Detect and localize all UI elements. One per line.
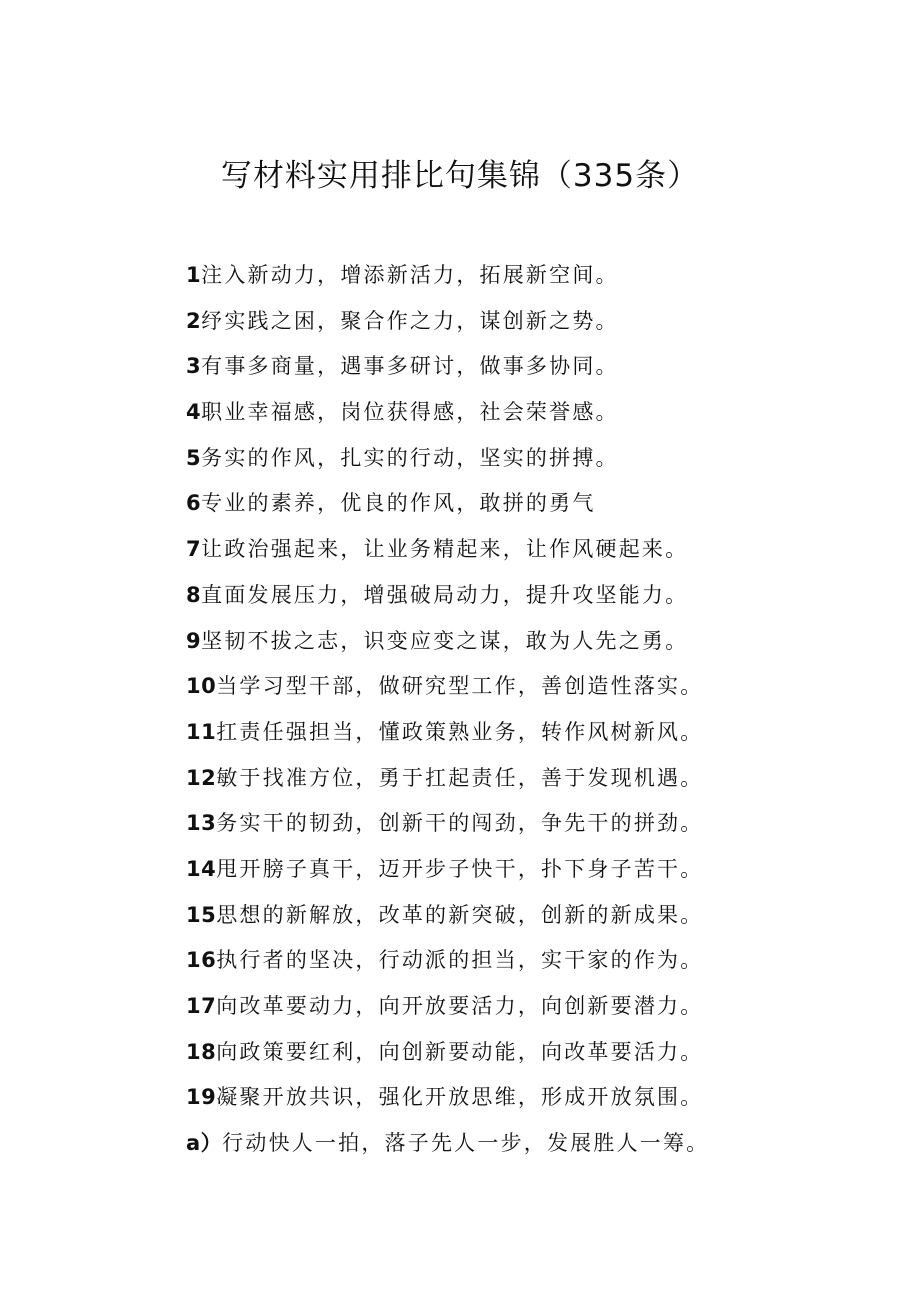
- item-text: 凝聚开放共识，强化开放思维，形成开放氛围。: [216, 1085, 704, 1110]
- item-text: 坚韧不拔之志，识变应变之谋，敢为人先之勇。: [201, 628, 689, 653]
- item-text: 让政治强起来，让业务精起来，让作风硬起来。: [201, 537, 689, 562]
- list-item: [186, 943, 886, 989]
- list-item: [186, 486, 886, 532]
- item-number: 15: [186, 902, 217, 927]
- item-number: 16: [186, 948, 217, 973]
- item-number: 6: [186, 491, 202, 516]
- item-number: 9: [186, 628, 202, 653]
- item-text: 扛责任强担当，懂政策熟业务，转作风树新风。: [216, 719, 704, 744]
- list-item: [186, 852, 886, 898]
- item-text: 专业的素养，优良的作风，敢拼的勇气: [201, 491, 596, 516]
- item-text: 直面发展压力，增强破局动力，提升攻坚能力。: [201, 582, 689, 607]
- list-item: [186, 349, 886, 395]
- item-number: 3: [186, 354, 202, 379]
- item-text: 甩开膀子真干，迈开步子快干，扑下身子苦干。: [216, 856, 704, 881]
- item-number: 1: [186, 263, 202, 287]
- item-text: 职业幸福感，岗位获得感，社会荣誉感。: [201, 400, 619, 425]
- item-text: 行动快人一拍，落子先人一步，发展胜人一筹。: [222, 1131, 710, 1156]
- item-text: 注入新动力，增添新活力，拓展新空间。: [201, 263, 619, 287]
- item-text: 务实干的韧劲，创新干的闯劲，争先干的拼劲。: [216, 811, 704, 836]
- item-number: 18: [186, 1039, 217, 1064]
- item-number: 8: [186, 582, 202, 607]
- list-item: [186, 898, 886, 944]
- list-item: [186, 578, 886, 624]
- item-text: 思想的新解放，改革的新突破，创新的新成果。: [216, 902, 704, 927]
- sentence-list: [186, 258, 886, 1172]
- list-item: [186, 1035, 886, 1081]
- item-number: 7: [186, 537, 202, 562]
- item-text: 当学习型干部，做研究型工作，善创造性落实。: [216, 674, 704, 699]
- item-number: 14: [186, 856, 217, 881]
- list-item: [186, 989, 886, 1035]
- list-item: [186, 441, 886, 487]
- item-number: a）: [186, 1131, 223, 1156]
- list-item: [186, 624, 886, 670]
- item-text: 务实的作风，扎实的行动，坚实的拼搏。: [201, 445, 619, 470]
- item-number: 12: [186, 765, 217, 790]
- document-title: 写材料实用排比句集锦（335条）: [220, 158, 700, 194]
- item-number: 13: [186, 811, 217, 836]
- list-item: [186, 395, 886, 441]
- item-text: 向改革要动力，向开放要活力，向创新要潜力。: [216, 994, 704, 1018]
- item-text: 纾实践之困，聚合作之力，谋创新之势。: [201, 308, 619, 333]
- item-number: 4: [186, 400, 202, 425]
- item-number: 5: [186, 445, 202, 470]
- list-item: [186, 532, 886, 578]
- item-number: 11: [186, 719, 217, 744]
- item-number: 17: [186, 994, 217, 1018]
- list-item: [186, 761, 886, 807]
- list-item: [186, 304, 886, 350]
- list-item: [186, 1080, 886, 1126]
- list-item: [186, 669, 886, 715]
- item-number: 10: [186, 674, 217, 699]
- list-item: [186, 258, 886, 304]
- item-text: 有事多商量，遇事多研讨，做事多协同。: [201, 354, 619, 379]
- item-text: 向政策要红利，向创新要动能，向改革要活力。: [216, 1039, 704, 1064]
- list-item: [186, 715, 886, 761]
- item-number: 2: [186, 308, 202, 333]
- item-number: 19: [186, 1085, 217, 1110]
- item-text: 执行者的坚决，行动派的担当，实干家的作为。: [216, 948, 704, 973]
- list-item: [186, 1126, 886, 1172]
- item-text: 敏于找准方位，勇于扛起责任，善于发现机遇。: [216, 765, 704, 790]
- list-item: [186, 806, 886, 852]
